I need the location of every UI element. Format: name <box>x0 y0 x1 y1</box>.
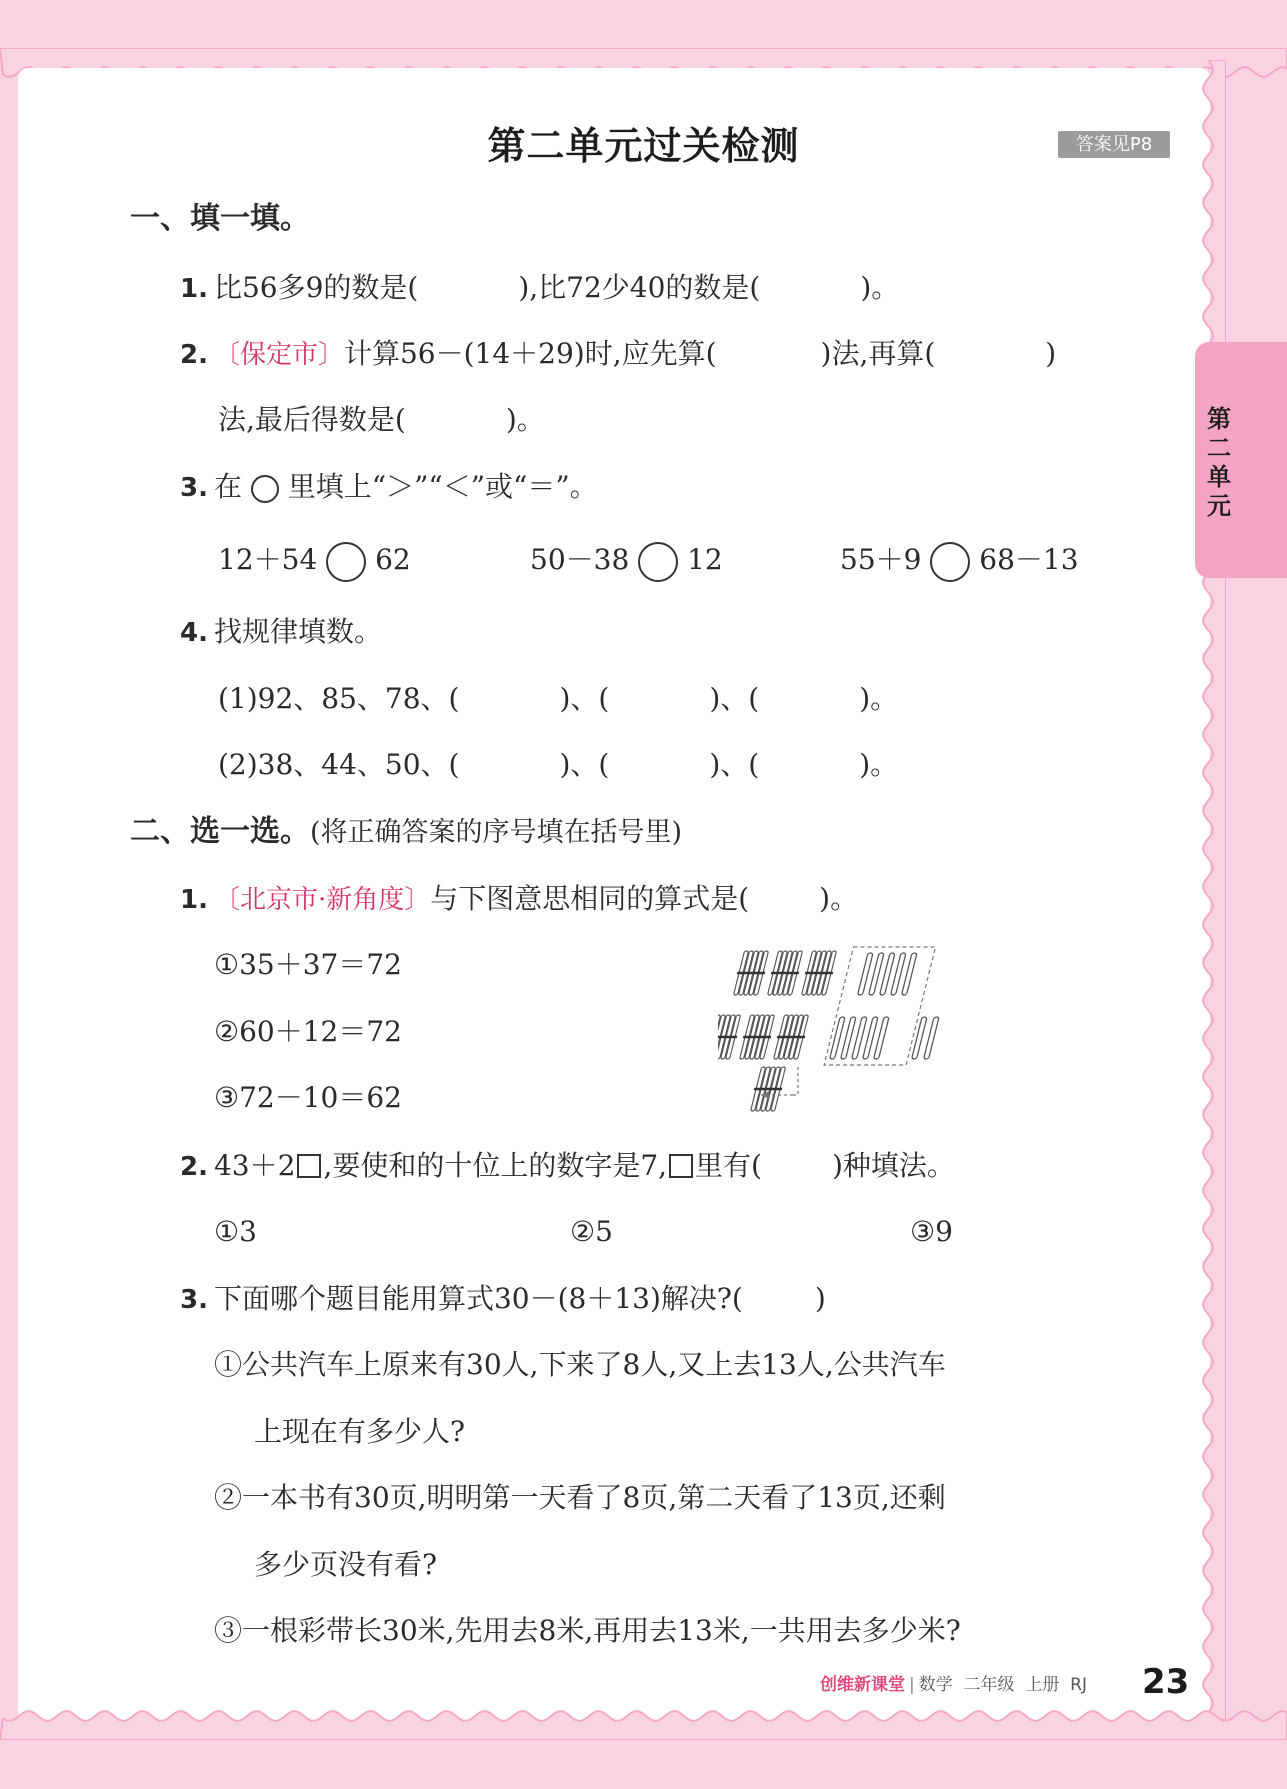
ten-bundle <box>732 951 771 995</box>
option-1[interactable]: ①3 <box>214 1215 257 1248</box>
s1-question-3 <box>180 467 598 508</box>
ten-bundle <box>738 1015 777 1059</box>
s2q3-text-b: ) <box>814 1282 826 1315</box>
compare-right: 62 <box>375 543 411 576</box>
section-1-heading: 一、填一填。 <box>130 201 310 236</box>
q3-text-b: 里填上“＞”“＜”或“＝”。 <box>287 470 598 503</box>
question-number: 1. <box>180 885 208 915</box>
s1-question-4 <box>180 612 382 653</box>
sequence-2 <box>218 745 898 785</box>
page-footer: 创维新课堂 | 数学 二年级 上册 RJ <box>820 1675 1087 1695</box>
option-2[interactable]: ②5 <box>570 1215 613 1248</box>
q1-text-b: ),比72少40的数是( <box>518 271 761 304</box>
square-blank <box>669 1154 693 1178</box>
compare-left: 50－38 <box>530 543 630 576</box>
q4-text: 找规律填数。 <box>213 615 382 648</box>
option-3[interactable]: ③72－10＝62 <box>214 1081 402 1114</box>
option-2[interactable]: ②60＋12＝72 <box>214 1015 402 1048</box>
sequence-1 <box>218 679 898 719</box>
page-title: 第二单元过关检测 <box>487 124 800 168</box>
compare-circle-blank[interactable] <box>326 542 366 582</box>
option-1-line-1[interactable]: ①公共汽车上原来有30人,下来了8人,又上去13人,公共汽车 <box>214 1348 946 1381</box>
right-wavy-border <box>1196 60 1226 1720</box>
s2-question-1 <box>180 879 858 920</box>
s2q2-text-c: 里有( <box>695 1149 762 1182</box>
compare-item-3 <box>840 540 1079 582</box>
question-number: 4. <box>180 618 208 648</box>
unit-side-tab-label: 第二单元 <box>1207 405 1231 520</box>
s2q3-text-a: 下面哪个题目能用算式30－(8＋13)解决?( <box>213 1282 743 1315</box>
question-number: 3. <box>180 1285 208 1315</box>
section-2-heading-note: (将正确答案的序号填在括号里) <box>310 817 683 848</box>
seq-sep: )、( <box>709 682 760 715</box>
q2-text-a: 计算56－(14＋29)时,应先算( <box>343 337 717 370</box>
option-3-line-1[interactable]: ③一根彩带长30米,先用去8米,再用去13米,一共用去多少米? <box>214 1614 961 1647</box>
option-1-line-2: 上现在有多少人? <box>254 1415 466 1448</box>
seq-prefix: (1)92、85、78、( <box>218 682 460 715</box>
square-blank <box>297 1154 321 1178</box>
source-tag: 〔保定市〕 <box>213 340 344 370</box>
footer-subject: 数学 <box>918 1675 953 1695</box>
s1-question-2-line-2 <box>218 400 545 440</box>
ten-bundle <box>718 1015 743 1059</box>
section-2-heading <box>130 812 682 853</box>
stick-bundles-figure <box>718 945 988 1120</box>
footer-grade: 二年级 <box>963 1675 1015 1695</box>
source-tag: 〔北京市·新角度〕 <box>213 885 431 915</box>
compare-left: 55＋9 <box>840 543 922 576</box>
q2-line2-a: 法,最后得数是( <box>218 403 406 436</box>
q2-text-c: ) <box>1045 337 1057 370</box>
s2q1-text-b: )。 <box>819 882 859 915</box>
circle-symbol <box>251 475 279 503</box>
answer-reference-badge: 答案见P8 <box>1058 131 1170 158</box>
compare-left: 12＋54 <box>218 543 318 576</box>
q3-text-a: 在 <box>213 470 242 503</box>
q2-text-b: )法,再算( <box>820 337 936 370</box>
compare-circle-blank[interactable] <box>638 542 678 582</box>
s2-question-2 <box>180 1146 955 1187</box>
ten-bundle <box>749 1067 788 1111</box>
option-2-line-2: 多少页没有看? <box>254 1548 438 1581</box>
compare-right: 12 <box>687 543 723 576</box>
ten-bundle <box>766 951 805 995</box>
dashed-group-box <box>824 947 935 1065</box>
seq-prefix: (2)38、44、50、( <box>218 748 460 781</box>
option-3[interactable]: ③9 <box>910 1215 953 1248</box>
seq-end: )。 <box>859 748 899 781</box>
s2q2-text-b: ,要使和的十位上的数字是7, <box>323 1149 668 1182</box>
footer-volume: 上册 <box>1025 1675 1060 1695</box>
s2-question-3 <box>180 1279 826 1320</box>
q2-line2-b: )。 <box>505 403 545 436</box>
q1-text-a: 比56多9的数是( <box>213 271 419 304</box>
question-number: 2. <box>180 340 208 370</box>
footer-edition: RJ <box>1070 1675 1087 1695</box>
seq-end: )。 <box>859 682 899 715</box>
s2q1-text-a: 与下图意思相同的算式是( <box>430 882 750 915</box>
s2q2-text-a: 43＋2 <box>213 1149 296 1182</box>
compare-right: 68－13 <box>979 543 1079 576</box>
option-1[interactable]: ①35＋37＝72 <box>214 948 402 981</box>
s1-question-2 <box>180 334 1056 375</box>
compare-item-2 <box>530 540 723 582</box>
arrow-connector <box>793 1065 798 1095</box>
page-number: 23 <box>1142 1662 1190 1702</box>
compare-circle-blank[interactable] <box>930 542 970 582</box>
section-2-heading-text: 二、选一选。 <box>130 814 310 849</box>
s1-question-1 <box>180 268 899 309</box>
option-2-line-1[interactable]: ②一本书有30页,明明第一天看了8页,第二天看了13页,还剩 <box>214 1481 946 1514</box>
bottom-wavy-border <box>0 1700 1287 1740</box>
seq-sep: )、( <box>559 682 610 715</box>
question-number: 1. <box>180 274 208 304</box>
compare-item-1 <box>218 540 411 582</box>
ten-bundle <box>772 1015 811 1059</box>
s2q2-text-d: )种填法。 <box>831 1149 955 1182</box>
seq-sep: )、( <box>709 748 760 781</box>
seq-sep: )、( <box>559 748 610 781</box>
question-number: 2. <box>180 1152 208 1182</box>
ten-bundle <box>800 951 839 995</box>
question-number: 3. <box>180 473 208 503</box>
footer-brand: 创维新课堂 <box>820 1675 905 1695</box>
q1-text-c: )。 <box>860 271 900 304</box>
